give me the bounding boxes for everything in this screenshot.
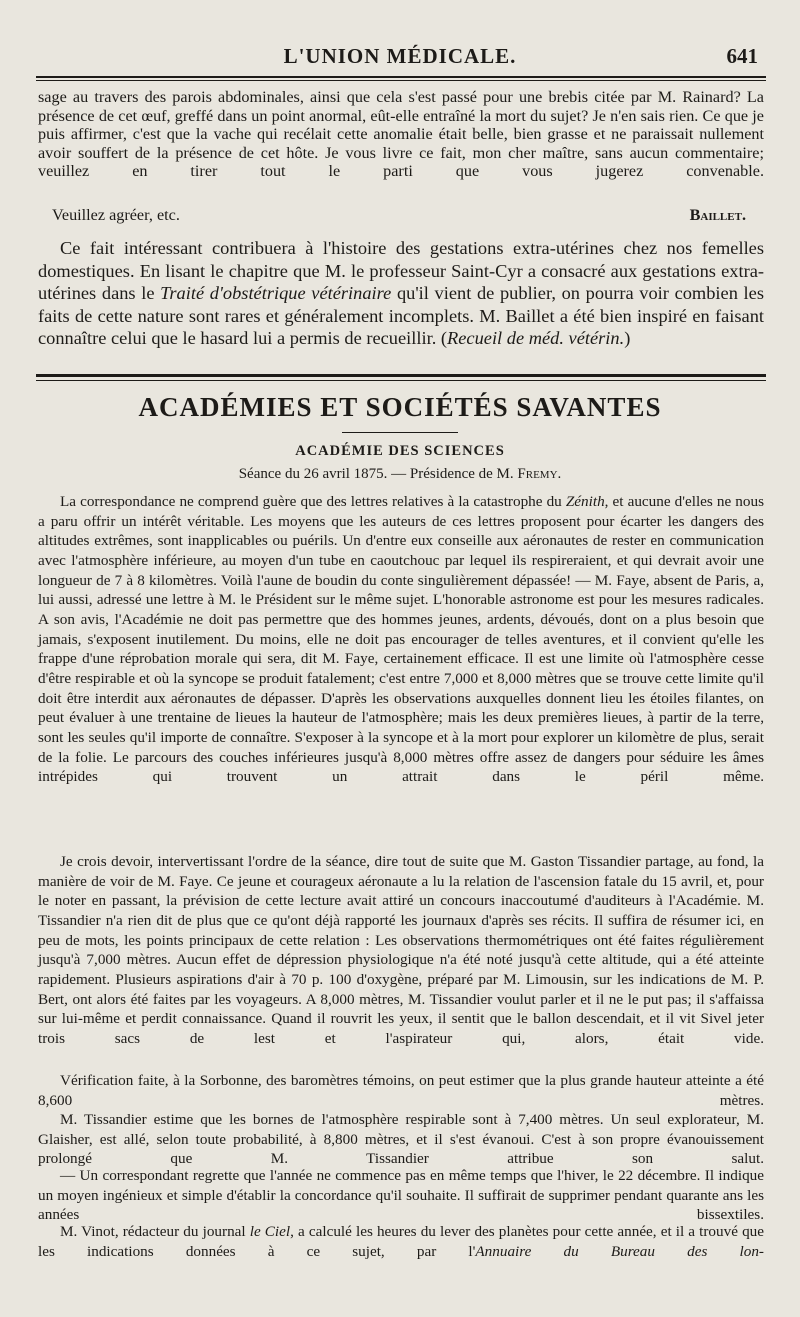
p6-journal: le Ciel (249, 1223, 291, 1240)
session-president: Fremy (517, 466, 558, 482)
letter-closing: Veuillez agréer, etc. (52, 206, 180, 224)
session-prefix: Séance du 26 avril 1875. — Présidence de M. (238, 466, 518, 482)
body-paragraph-5: — Un correspondant regrette que l'année ne commence pas en même temps que l'hiver, le 22 décembre. Il indique un moyen ingénieux et simple d'établir la concordance qu'il souhaite. Il suffirait de supprimer pendant quarante ans les années bissextiles. (38, 1167, 764, 1224)
body-paragraph-4: M. Tissandier estime que les bornes de l'atmosphère respirable sont à 7,400 mètres. Un seul explorateur, M. Glaisher, est allé, selon toute probabilité, à 8,800 mètres, et il s'est évanoui. C'est à son propre évanouissement prolongé que M. Tissandier attribue son salut. (38, 1111, 764, 1168)
commentary-source-close: ) (624, 328, 631, 349)
section-rule-thin (36, 380, 766, 381)
p6-annuaire: Annuaire du Bureau des lon- (475, 1242, 764, 1260)
page-number: 641 (726, 44, 758, 68)
session-suffix: . (557, 466, 562, 482)
commentary-text-before: Ce fait intéressant contribuera à l'histoire des gestations extra-utérines chez nos femelles domestiques. En lisant le chapitre que M. le professeur Saint-Cyr a consacré aux gestations extra-utérines dans le (38, 238, 764, 304)
section-title: ACADÉMIES ET SOCIÉTÉS SAVANTES (138, 392, 662, 422)
section-divider (342, 432, 458, 433)
commentary-book-title: Traité d'obstétrique vétérinaire (160, 283, 392, 304)
p1-zenith: Zénith (565, 493, 605, 510)
commentary-source: Recueil de méd. vétérin. (447, 328, 625, 349)
body-paragraph-6 (38, 1222, 764, 1260)
commentary-paragraph (38, 237, 764, 373)
p1-text-a: La correspondance ne comprend guère que des lettres relatives à la catastrophe du (60, 493, 566, 510)
commentary-text-after: qu'il vient de publier, on pourra voir combien les faits de cette nature sont rares et généralement incomplets. M. Baillet a été bien inspiré en faisant connaître celui que le hasard lui a permis de recueillir. ( (38, 283, 764, 349)
header-rule (36, 76, 766, 78)
page-header (40, 44, 760, 74)
p6-text-b: , a calculé les heures du lever des planètes pour cette année, et il a trouvé que les indications données à ce sujet, par l' (38, 1223, 764, 1260)
section-rule-thick (36, 374, 766, 377)
body-paragraph-2: Je crois devoir, intervertissant l'ordre de la séance, dire tout de suite que M. Gaston Tissandier partage, au fond, la manière de voir de M. Faye. Ce jeune et courageux aéronaute a lu la relation de l'ascension fatale du 15 avril, et, pour le noter en passant, la prévision de cette lecture avait attiré un concours inaccoutumé d'auditeurs à l'Académie. M. Tissandier n'a rien dit de plus que ce qu'ont déjà rapporté les journaux d'après ses récits. Il suffira de résumer ici, en peu de mots, les points principaux de cette relation : Les observations thermométriques ont été faites régulièrement jusqu'à 7,000 mètres. Aucun effet de dépression physiologique n'a été noté jusqu'à cette altitude, qui a été atteinte rapidement. Plusieurs aspirations d'air à 70 p. 100 d'oxygène, préparé par M. Limousin, sur les indications de M. P. Bert, ont alors été faites par les voyageurs. A 8,000 mètres, M. Tissandier voulut parler et il ne le put pas; il s'affaissa sur lui-même et perdit connaissance. Quand il rouvrit les yeux, il sentit que le ballon descendait, et il vit Sivel jeter trois sacs de lest et l'aspirateur qui, alors, était vide. (38, 853, 764, 1047)
body-paragraph-1 (38, 492, 764, 846)
session-line (40, 466, 760, 483)
journal-title: L'UNION MÉDICALE. (283, 44, 517, 68)
letter-paragraph: sage au travers des parois abdominales, ainsi que cela s'est passé pour une brebis citée par M. Rainard? La présence de cet œuf, greffé dans un point anormal, eût-elle entraîné la mort du sujet? Je n'en sais rien. Ce que je puis affirmer, c'est que la vache qui recélait cette anomalie était belle, bien grasse et ne paraissait nullement avoir souffert de la présence de cet hôte. Je vous livre ce fait, mon cher maître, sans aucun commentaire; veuillez en tirer tout le parti que vous jugerez convenable. (38, 88, 764, 181)
body-paragraph-3: Vérification faite, à la Sorbonne, des baromètres témoins, on peut estimer que la plus grande hauteur atteinte a été 8,600 mètres. (38, 1072, 764, 1109)
letter-signature: Baillet. (689, 206, 746, 224)
p1-text-b: , et aucune d'elles ne nous a paru offrir un intérêt véritable. Les moyens que les auteurs de ces lettres proposent pour écarter les dangers des altitudes extrêmes, sont inapplicables ou puérils. Un d'entre eux conseille aux aéronautes de rester en communication avec l'atmosphère inférieure, au moyen d'un tube en caoutchouc par lequel ils respireraient, et qui devrait avoir une longueur de 7 à 8 kilomètres. Voilà l'aune de boudin du conte singulièrement dépassée! — M. Faye, absent de Paris, a, lui aussi, adressé une lettre à M. le Président sur le même sujet. L'honorable astronome est pour les mesures radicales. A son avis, l'Académie ne doit pas permettre que des hommes jeunes, ardents, dévoués, dont on a plus besoin que jamais, s'exposent inutilement. Du moins, elle ne doit pas encourager de telles aventures, et il convient qu'elle les frappe d'une réprobation morale qui sera, dit M. Faye, certainement efficace. Il est une limite où l'atmosphère cesse d'être respirable et où la syncope se produit fatalement; c'est entre 7,000 et 8,000 mètres que se trouve cette limite qu'il doit être interdit aux aéronautes de dépasser. D'après les observations auxquelles donnent lieu les étoiles filantes, on peut évaluer à une trentaine de lieues la hauteur de l'atmosphère; mais les deux premières lieues, à partir de la terre, sont les seules qu'il importe de connaître. S'exposer à la syncope et à la mort pour explorer un kilomètre de plus, serait de la folie. Le parcours des couches inférieures jusqu'à 8,000 mètres offre assez de dangers pour séduire les âmes intrépides qui trouvent un attrait dans le péril même. (38, 493, 764, 786)
academy-subtitle: ACADÉMIE DES SCIENCES (295, 443, 505, 459)
letter-closing-row (38, 206, 764, 225)
p6-text-a: M. Vinot, rédacteur du journal (60, 1223, 250, 1240)
header-rule-thin (36, 80, 766, 81)
